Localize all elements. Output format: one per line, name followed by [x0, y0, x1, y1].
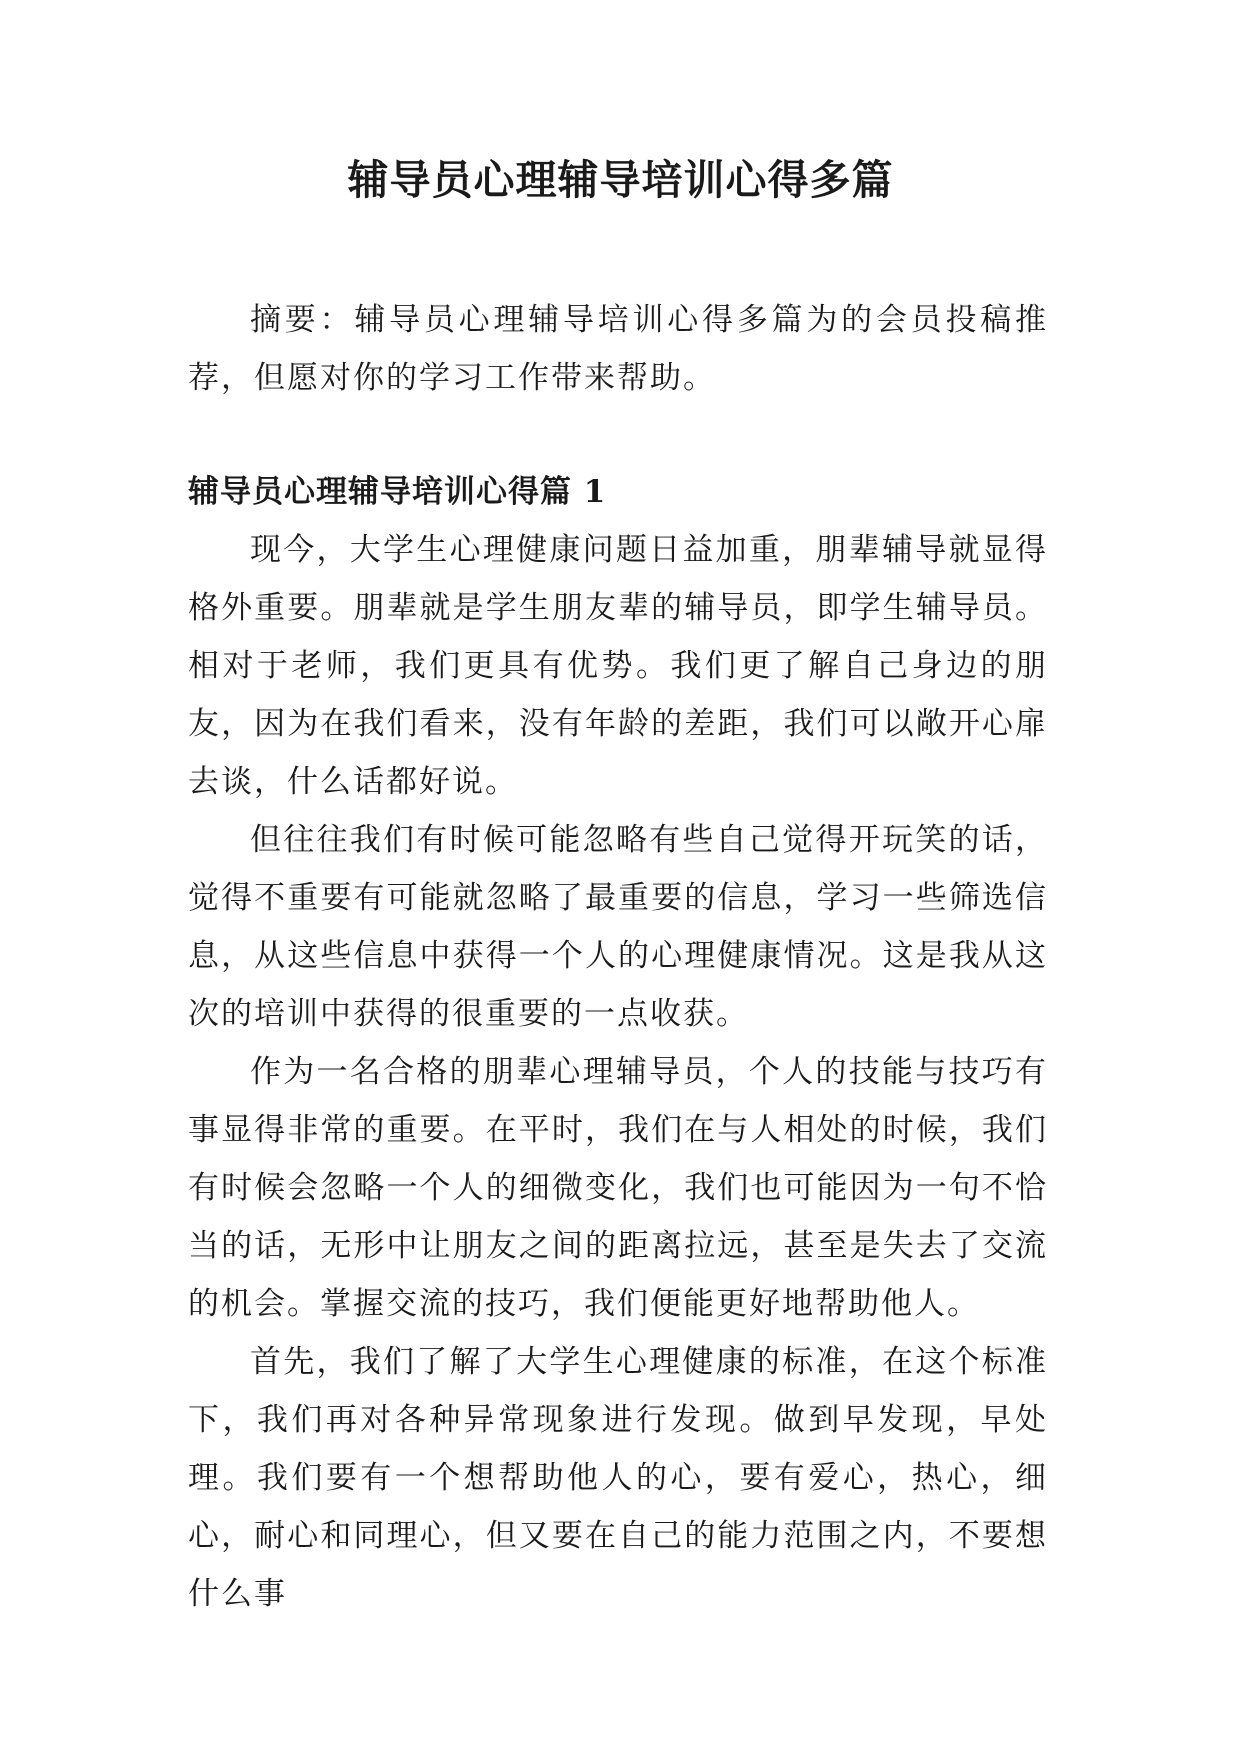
body-paragraph: 作为一名合格的朋辈心理辅导员，个人的技能与技巧有事显得非常的重要。在平时，我们在与人相处的时候，我们有时候会忽略一个人的细微变化，我们也可能因为一句不恰当的话，无形中让朋友之间的距离拉远，甚至是失去了交流的机会。掌握交流的技巧，我们便能更好地帮助他人。 — [188, 1054, 1048, 1322]
body-paragraph: 但往往我们有时候可能忽略有些自己觉得开玩笑的话，觉得不重要有可能就忽略了最重要的信息，学习一些筛选信息，从这些信息中获得一个人的心理健康情况。这是我从这次的培训中获得的很重要的一点收获。 — [188, 822, 1048, 1032]
abstract-paragraph: 摘要：辅导员心理辅导培训心得多篇为的会员投稿推荐，但愿对你的学习工作带来帮助。 — [188, 302, 1048, 396]
body-paragraph: 现今，大学生心理健康问题日益加重，朋辈辅导就显得格外重要。朋辈就是学生朋友辈的辅导员，即学生辅导员。相对于老师，我们更具有优势。我们更了解自己身边的朋友，因为在我们看来，没有年龄的差距，我们可以敞开心扉去谈，什么话都好说。 — [188, 532, 1048, 800]
document-title: 辅导员心理辅导培训心得多篇 — [347, 156, 894, 204]
body-paragraph: 首先，我们了解了大学生心理健康的标准，在这个标准下，我们再对各种异常现象进行发现。做到早发现，早处理。我们要有一个想帮助他人的心，要有爱心，热心，细心，耐心和同理心，但又要在自己的能力范围之内，不要想什么事 — [188, 1344, 1048, 1612]
section-heading: 辅导员心理辅导培训心得篇 1 — [188, 474, 607, 510]
